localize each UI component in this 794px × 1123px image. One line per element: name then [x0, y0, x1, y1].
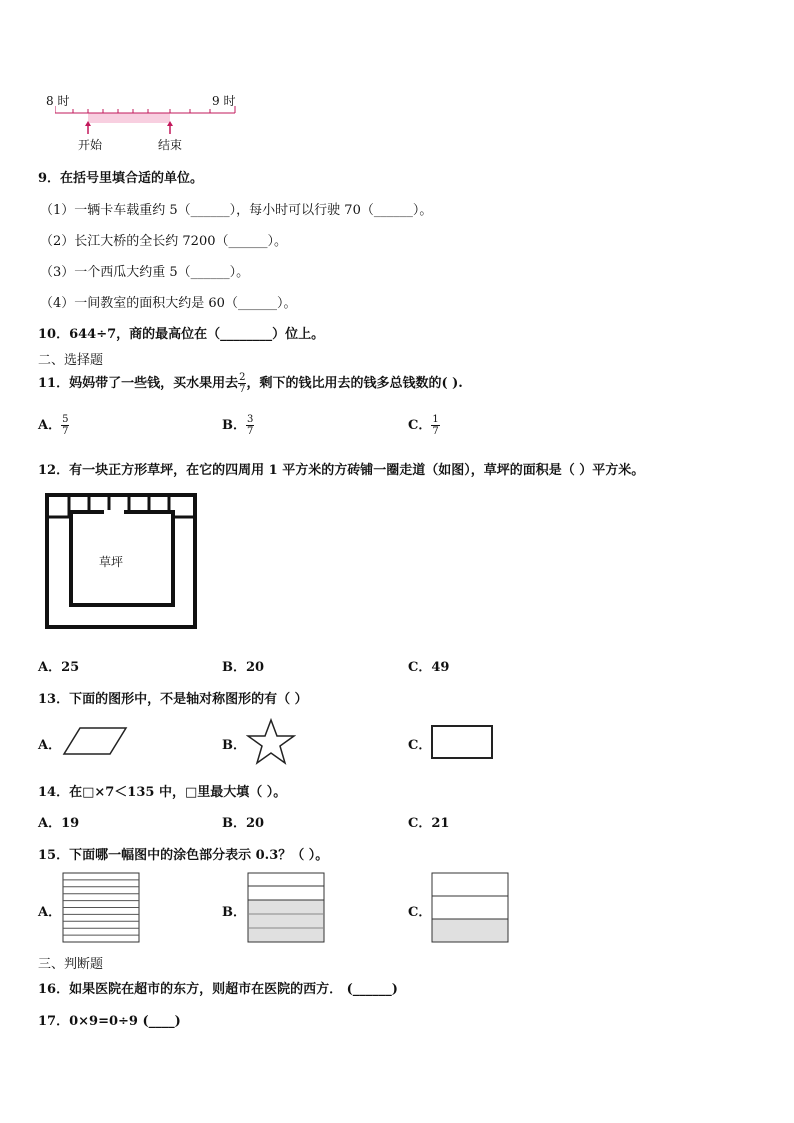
rectangle-shape[interactable]	[430, 724, 494, 760]
q11-option-a[interactable]: A． $\frac{5}{7}$	[38, 414, 69, 437]
q9-item-3: （3）一个西瓜大约重 5（______）。	[40, 265, 250, 280]
parallelogram-shape[interactable]	[62, 726, 128, 756]
q13-option-c[interactable]: C．	[408, 738, 432, 753]
q16-text: 16．如果医院在超市的东方，则超市在医院的西方． (______)	[38, 982, 398, 997]
q13-option-a[interactable]: A．	[38, 738, 62, 753]
lawn-label: 草坪	[99, 555, 124, 569]
q14-text: 14．在□×7＜135 中，□里最大填（ ）。	[38, 785, 287, 800]
section3-title: 三、判断题	[38, 957, 104, 972]
q11-fraction: $\frac{2}{7}$	[239, 372, 246, 395]
q12-text: 12．有一块正方形草坪，在它的四周用 1 平方米的方砖铺一圈走道（如图），草坪的面积是（ ）平方米。	[38, 463, 645, 478]
q12-option-a[interactable]: A．25	[38, 660, 80, 675]
q17-text: 17．0×9=0÷9 (____)	[38, 1014, 181, 1029]
timeline-end-mark: 结束	[158, 138, 183, 152]
q9-item-2: （2）长江大桥的全长约 7200（______）。	[40, 234, 287, 249]
q11-option-b[interactable]: B． $\frac{3}{7}$	[222, 414, 254, 437]
q14-option-a[interactable]: A．19	[38, 816, 80, 831]
q11-text: 11．妈妈带了一些钱，买水果用去 $\frac{2}{7}$ ，剩下的钱比用去的钱多总钱数的( ).	[38, 372, 463, 395]
q11-option-c[interactable]: C． $\frac{1}{7}$	[408, 414, 439, 437]
q15-option-b[interactable]: B．	[222, 905, 246, 920]
q15-figure-a[interactable]	[62, 872, 140, 944]
q13-option-b[interactable]: B．	[222, 738, 246, 753]
q14-option-b[interactable]: B．20	[222, 816, 265, 831]
timeline-start-mark: 开始	[78, 138, 103, 152]
q15-option-c[interactable]: C．	[408, 905, 432, 920]
timeline-axis	[55, 104, 245, 134]
timeline-highlight	[88, 113, 170, 123]
q15-text: 15．下面哪一幅图中的涂色部分表示 0.3？（ ）。	[38, 848, 329, 863]
q13-text: 13．下面的图形中，不是轴对称图形的有（ ）	[38, 692, 308, 707]
section2-title: 二、选择题	[38, 353, 104, 368]
q14-option-c[interactable]: C．21	[408, 816, 450, 831]
q12-option-b[interactable]: B．20	[222, 660, 265, 675]
timeline-start-label: 8 时	[46, 94, 70, 108]
q15-option-a[interactable]: A．	[38, 905, 62, 920]
q9-item-4: （4）一间教室的面积大约是 60（______）。	[40, 296, 297, 311]
q10-text: 10．644÷7，商的最高位在（________）位上。	[38, 327, 325, 342]
q12-option-c[interactable]: C．49	[408, 660, 450, 675]
star-shape[interactable]	[246, 718, 296, 766]
q9-title: 9．在括号里填合适的单位。	[38, 171, 204, 186]
q15-figure-b[interactable]	[247, 872, 325, 944]
q9-item-1: （1）一辆卡车载重约 5（______），每小时可以行驶 70（______）。	[40, 203, 433, 218]
timeline-end-label: 9 时	[212, 94, 236, 108]
q15-figure-c[interactable]	[431, 872, 509, 944]
